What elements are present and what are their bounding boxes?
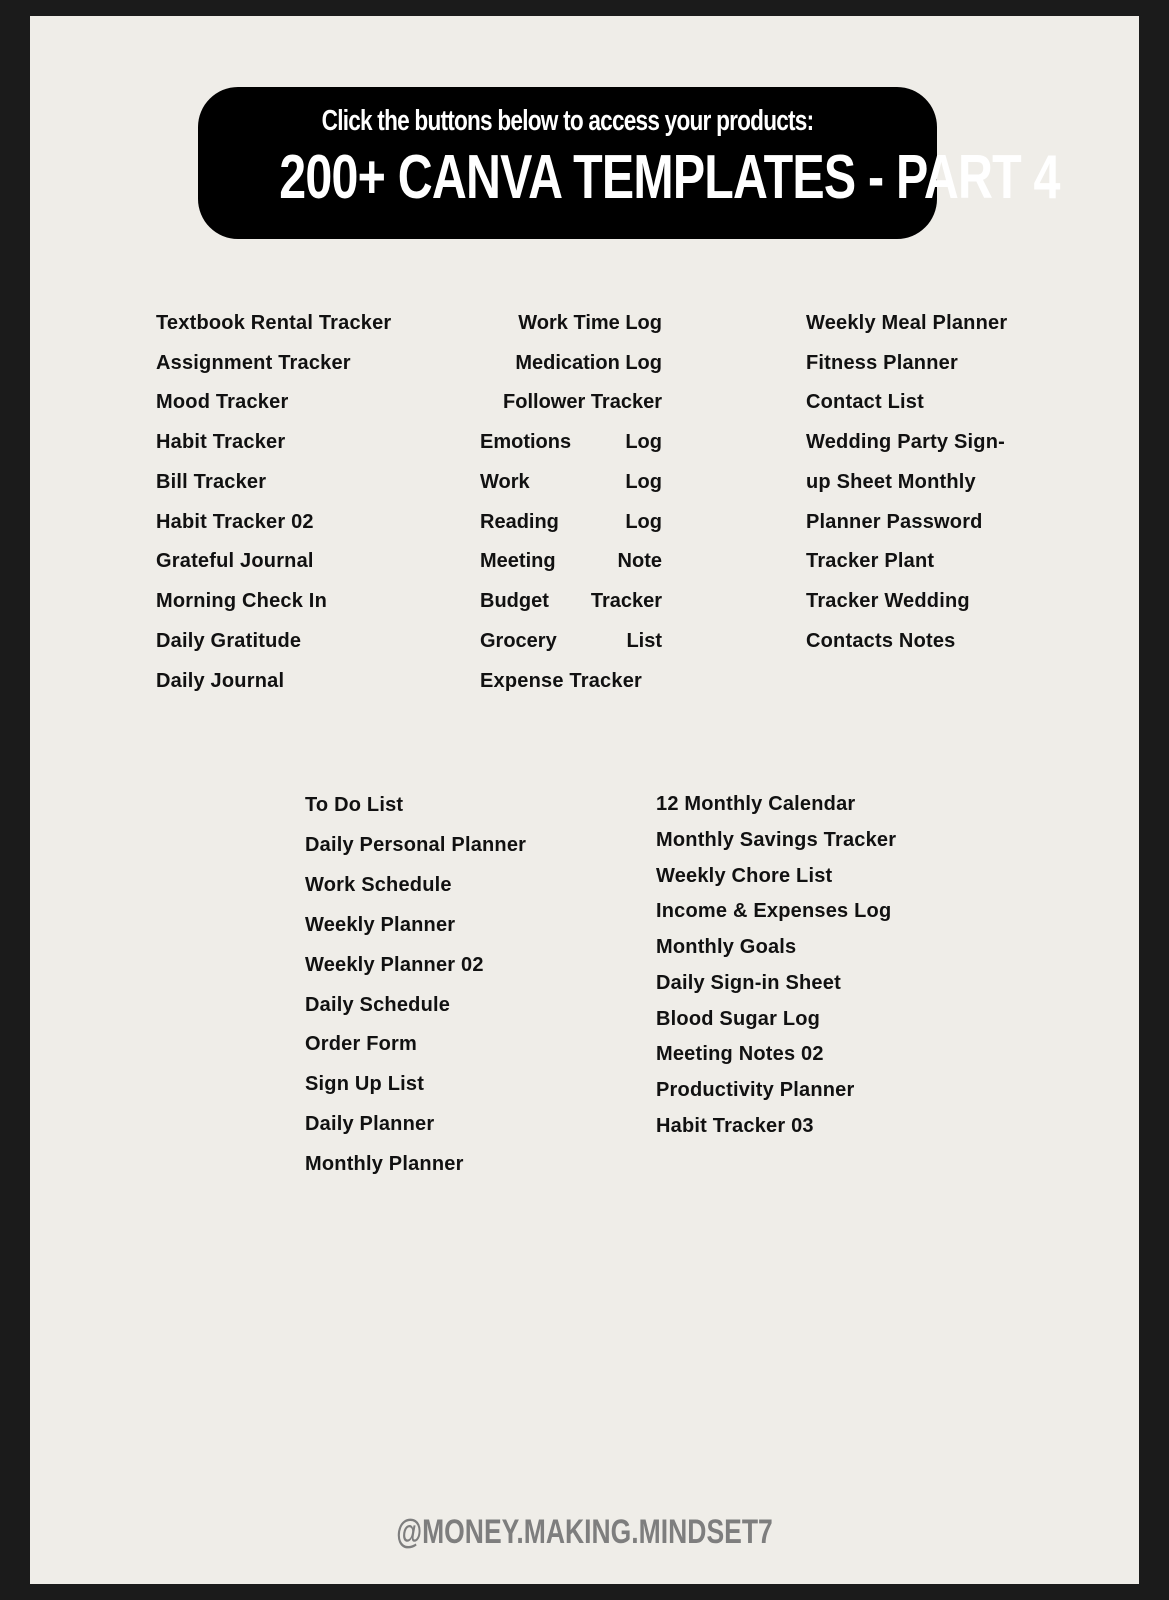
footer-handle: @MONEY.MAKING.MINDSET7 — [396, 1513, 773, 1551]
template-link[interactable]: Contacts Notes — [806, 630, 956, 652]
template-link[interactable]: Daily Personal Planner — [305, 834, 527, 856]
template-link[interactable]: Weekly Planner 02 — [305, 954, 484, 976]
template-link[interactable]: Income & Expenses Log — [656, 900, 892, 922]
template-link-word: Meeting — [480, 550, 556, 572]
template-link[interactable]: Habit Tracker — [156, 431, 286, 453]
template-link[interactable]: Monthly Planner — [305, 1153, 464, 1175]
banner-title: 200+ CANVA TEMPLATES - PART 4 — [279, 143, 1060, 212]
template-link-word: Reading — [480, 511, 559, 533]
template-link[interactable]: up Sheet Monthly — [806, 471, 976, 493]
template-link-word: List — [626, 630, 662, 652]
template-link[interactable]: Order Form — [305, 1033, 418, 1055]
template-link[interactable] — [480, 630, 662, 653]
template-link[interactable]: Tracker Plant — [806, 550, 935, 572]
header-banner — [198, 87, 1060, 239]
template-link[interactable]: Contact List — [806, 391, 924, 413]
template-link[interactable]: Assignment Tracker — [156, 352, 351, 374]
template-link[interactable]: Daily Sign-in Sheet — [656, 972, 841, 994]
template-link[interactable]: Blood Sugar Log — [656, 1008, 821, 1030]
template-link[interactable] — [480, 471, 662, 494]
template-link[interactable]: Fitness Planner — [806, 352, 958, 374]
banner-subtitle: Click the buttons below to access your products: — [321, 105, 814, 137]
template-link[interactable]: To Do List — [305, 794, 404, 816]
template-link[interactable]: Follower Tracker — [503, 391, 662, 413]
template-link[interactable]: Work Schedule — [305, 874, 452, 896]
template-link[interactable] — [480, 550, 662, 573]
template-link[interactable]: Meeting Notes 02 — [656, 1043, 824, 1065]
template-link-word: Log — [625, 511, 662, 533]
template-link-word: Emotions — [480, 431, 572, 453]
template-link[interactable]: 12 Monthly Calendar — [656, 793, 856, 815]
template-link[interactable]: Monthly Savings Tracker — [656, 829, 897, 851]
template-link-word: Note — [617, 550, 662, 572]
template-link[interactable]: Planner Password — [806, 511, 983, 533]
template-link[interactable]: Work Time Log — [518, 312, 662, 334]
template-link-word: Work — [480, 471, 530, 493]
template-link[interactable]: Wedding Party Sign- — [806, 431, 1005, 453]
template-link[interactable]: Morning Check In — [156, 590, 327, 612]
template-link[interactable]: Textbook Rental Tracker — [156, 312, 392, 334]
template-link[interactable]: Productivity Planner — [656, 1079, 855, 1101]
template-link[interactable]: Weekly Chore List — [656, 865, 833, 887]
template-link[interactable] — [480, 511, 662, 534]
template-link-word: Tracker — [590, 590, 662, 612]
template-link[interactable]: Monthly Goals — [656, 936, 797, 958]
template-link[interactable]: Mood Tracker — [156, 391, 289, 413]
template-link[interactable]: Sign Up List — [305, 1073, 425, 1095]
template-link[interactable]: Medication Log — [515, 352, 662, 374]
template-link[interactable]: Grateful Journal — [156, 550, 314, 572]
page — [30, 16, 1139, 1584]
template-link[interactable]: Daily Planner — [305, 1113, 435, 1135]
template-link[interactable] — [480, 590, 662, 613]
template-link[interactable]: Weekly Meal Planner — [806, 312, 1008, 334]
template-link[interactable]: Habit Tracker 02 — [156, 511, 314, 533]
template-link-word: Budget — [480, 590, 549, 612]
template-link[interactable]: Weekly Planner — [305, 914, 456, 936]
template-link[interactable]: Daily Schedule — [305, 994, 451, 1016]
template-link[interactable]: Habit Tracker 03 — [656, 1115, 814, 1137]
template-link-word: Log — [625, 431, 662, 453]
template-link[interactable]: Tracker Wedding — [806, 590, 970, 612]
template-link-word: Log — [625, 471, 662, 493]
template-link[interactable] — [480, 431, 662, 454]
template-link[interactable]: Daily Gratitude — [156, 630, 302, 652]
template-link-word: Grocery — [480, 630, 557, 652]
template-link[interactable]: Expense Tracker — [480, 670, 642, 692]
template-link[interactable]: Bill Tracker — [156, 471, 267, 493]
template-link[interactable]: Daily Journal — [156, 670, 285, 692]
